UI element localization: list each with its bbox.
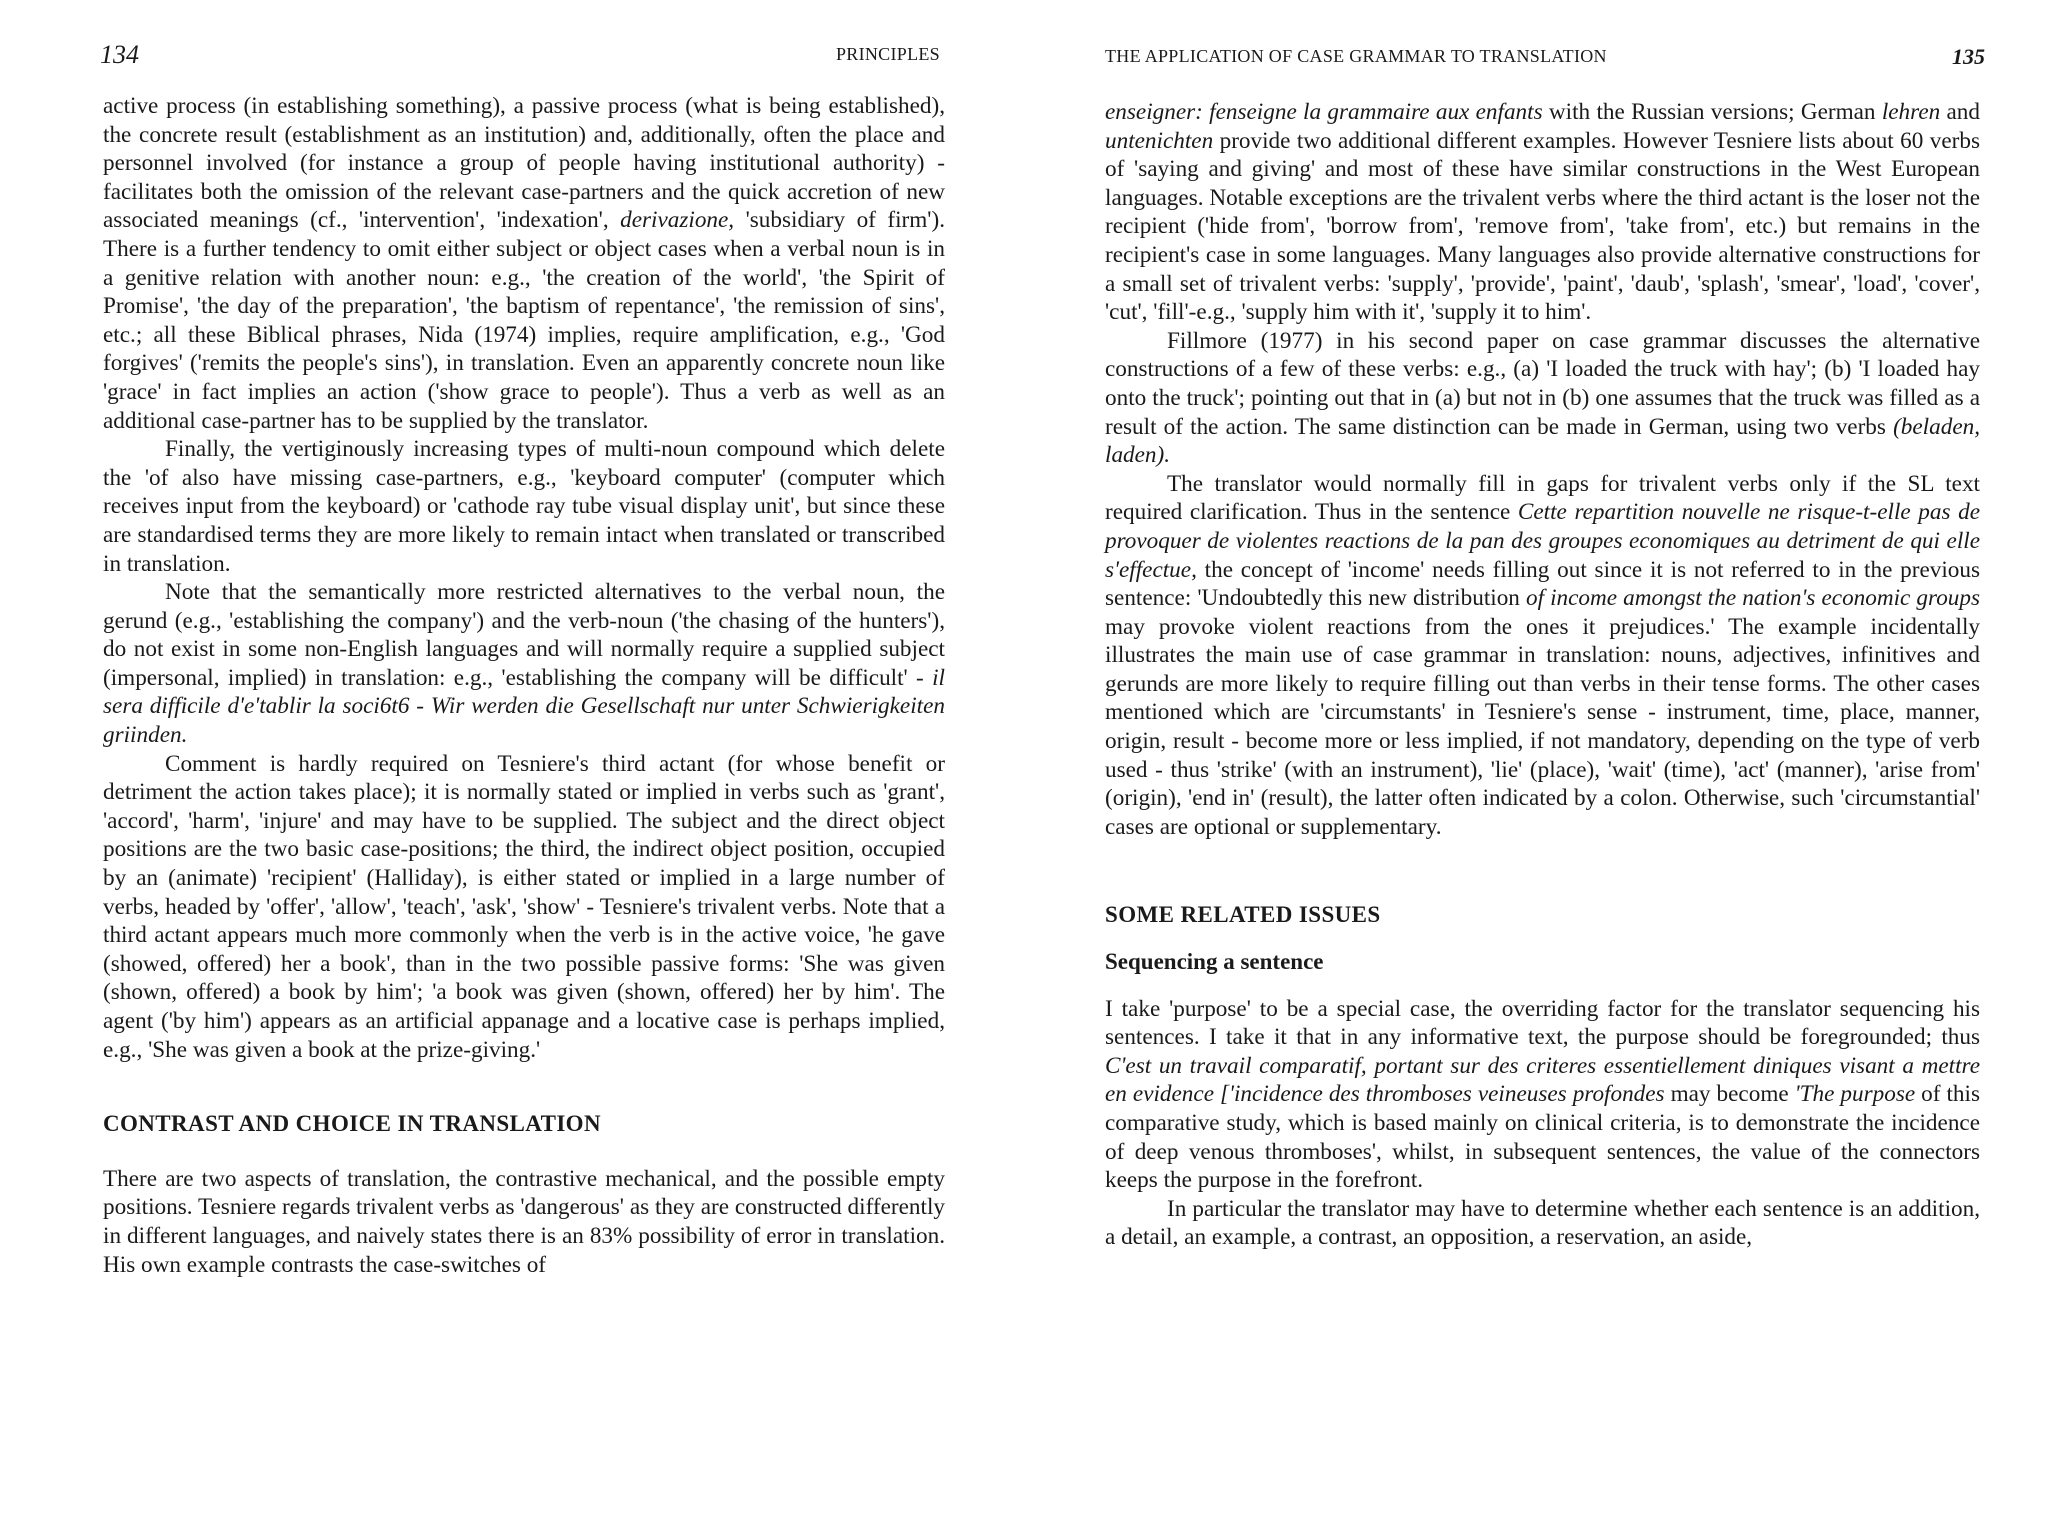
paragraph: I take 'purpose' to be a special case, the overriding factor for the translator sequencing his sentences. I take it that in any informative text, the purpose should be foregrounded; thus C'est un travail comparatif, portant sur des criteres essentiellement diniques visant a mettre en evidence ['incidence des thromboses veineuses profondes may become 'The purpose of this comparative study, which is based mainly on clinical criteria, is to demonstrate the incidence of deep venous thromboses', whilst, in subsequent sentences, the value of the connectors keeps the purpose in the forefront. <box>1105 995 1980 1194</box>
paragraph: Comment is hardly required on Tesniere's third actant (for whose benefit or detriment the action takes place); it is normally stated or implied in verbs such as 'grant', 'accord', 'harm', 'injure' and may have to be supplied. The subject and the direct object positions are the two basic case-positions; the third, the indirect object position, occupied by an (animate) 'recipient' (Halliday), is either stated or implied in a large number of verbs, headed by 'offer', 'allow', 'teach', 'ask', 'show' - Tesniere's trivalent verbs. Note that a third actant appears much more commonly when the verb is in the active voice, 'he gave (showed, offered) her a book', than in the two possible passive forms: 'She was given (shown, offered) a book by him'; 'a book was given (shown, offered) her by him'. The agent ('by him') appears as an artificial appanage and a locative case is perhaps implied, e.g., 'She was given a book at the prize-giving.' <box>103 750 945 1063</box>
paragraph: Note that the semantically more restricted alternatives to the verbal noun, the gerund (e.g., 'establishing the company') and the verb-noun ('the chasing of the hunters'), do not exist in some non-English languages and will normally require a supplied subject (impersonal, implied) in translation: e.g., 'establishing the company will be difficult' - il sera difficile d'e'tablir la soci6t6 - Wir werden die Gesellschaft nur unter Schwierigkeiten griinden. <box>103 579 945 749</box>
paragraph: There are two aspects of translation, the contrastive mechanical, and the possible empty positions. Tesniere regards trivalent verbs as 'dangerous' as they are constructed differently in different languages, and naively states there is an 83% possibility of error in translation. His own example contrasts the case-switches of <box>103 1165 945 1278</box>
page-number-right: 135 <box>1952 44 1985 69</box>
paragraph: The translator would normally fill in gaps for trivalent verbs only if the SL text required clarification. Thus in the sentence Cette repartition nouvelle ne risque-t-elle pas de provoquer de violentes reactions de la pan des groupes economiques au detriment de qui elle s'effectue, the concept of 'income' needs filling out since it is not referred to in the previous sentence: 'Undoubtedly this new distribution of income amongst the nation's economic groups may provoke violent reactions from the ones it prejudices.' The example incidentally illustrates the main use of case grammar in translation: nouns, adjectives, infinitives and gerunds are more likely to require filling out than verbs in their tense forms. The other cases mentioned which are 'circumstants' in Tesniere's sense - instrument, time, place, manner, origin, result - become more or less implied, if not mandatory, depending on the type of verb used - thus 'strike' (with an instrument), 'lie' (place), 'wait' (time), 'act' (manner), 'arise from' (origin), 'end in' (result), the latter often indicated by a colon. Otherwise, such 'circumstantial' cases are optional or supplementary. <box>1105 470 1981 840</box>
subsection-heading: Sequencing a sentence <box>1105 949 1324 975</box>
paragraph: active process (in establishing something), a passive process (what is being established), the concrete result (establishment as an institution) and, additionally, often the place and personnel involved (for instance a group of people having institutional authority) - facilitates both the omission of the relevant case-partners and the quick accretion of new associated meanings (cf., 'intervention', 'indexation', derivazione, 'subsidiary of firm'). There is a further tendency to omit either subject or object cases when a verbal noun is in a genitive relation with another noun: e.g., 'the creation of the world', 'the Spirit of Promise', 'the day of the preparation', 'the baptism of repentance', 'the remission of sins', etc.; all these Biblical phrases, Nida (1974) implies, require amplification, e.g., 'God forgives' ('remits the people's sins'), in translation. Even an apparently concrete noun like 'grace' in fact implies an action ('show grace to people'). Thus a verb as well as an additional case-partner has to be supplied by the translator. <box>103 93 945 434</box>
right-page <box>1045 0 2048 1513</box>
right-body <box>1105 98 1980 1252</box>
right-page-header <box>1105 40 1985 72</box>
left-page-header <box>100 40 940 72</box>
running-head-left: PRINCIPLES <box>835 44 940 64</box>
section-heading: CONTRAST AND CHOICE IN TRANSLATION <box>103 1111 601 1137</box>
left-body <box>103 92 945 1279</box>
paragraph: Finally, the vertiginously increasing types of multi-noun compound which delete the 'of also have missing case-partners, e.g., 'keyboard computer' (computer which receives input from the keyboard) or 'cathode ray tube visual display unit', but since these are standardised terms they are more likely to remain intact when translated or transcribed in translation. <box>103 436 945 577</box>
section-heading: SOME RELATED ISSUES <box>1105 902 1381 928</box>
paragraph: Fillmore (1977) in his second paper on case grammar discusses the alternative constructions of a few of these verbs: e.g., (a) 'I loaded the truck with hay'; (b) 'I loaded hay onto the truck'; pointing out that in (a) but not in (b) one assumes that the truck was filled as a result of the action. The same distinction can be made in German, using two verbs (beladen, laden). <box>1105 327 1980 469</box>
running-head-right: THE APPLICATION OF CASE GRAMMAR TO TRANSLATION <box>1105 46 1607 66</box>
left-page <box>0 0 1010 1513</box>
paragraph: In particular the translator may have to determine whether each sentence is an addition, a detail, an example, a contrast, an opposition, a reservation, an aside, <box>1105 1195 1980 1251</box>
paragraph: enseigner: fenseigne la grammaire aux enfants with the Russian versions; German lehren and untenichten provide two additional different examples. However Tesniere lists about 60 verbs of 'saying and giving' and most of these have similar constructions in the West European languages. Notable exceptions are the trivalent verbs where the third actant is the loser not the recipient ('hide from', 'borrow from', 'remove from', 'take from', etc.) but remains in the recipient's case in some languages. Many languages also provide alternative constructions for a small set of trivalent verbs: 'supply', 'provide', 'paint', 'daub', 'splash', 'smear', 'load', 'cover', 'cut', 'fill'-e.g., 'supply him with it', 'supply it to him'. <box>1105 99 1980 326</box>
page-number-left: 134 <box>100 40 139 69</box>
